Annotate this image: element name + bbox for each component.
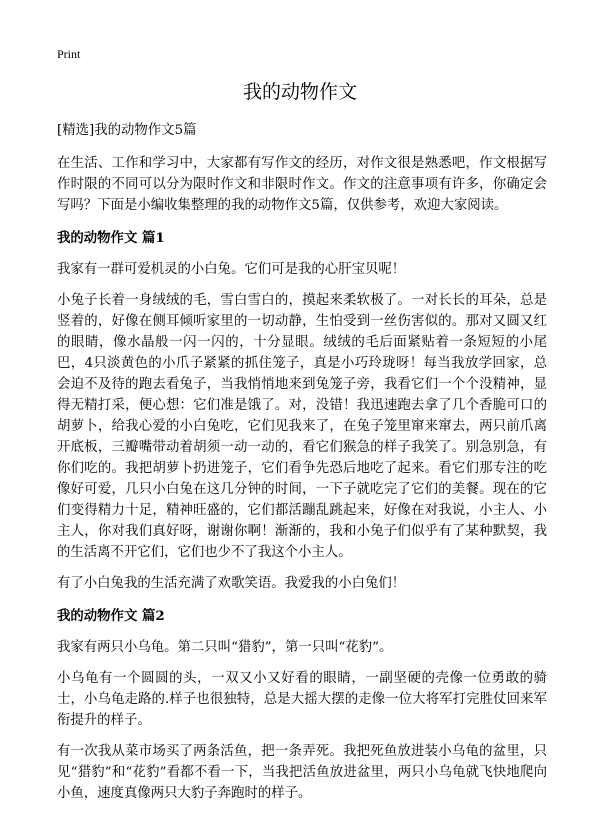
- paragraph: 小兔子长着一身绒绒的毛，雪白雪白的，摸起来柔软极了。一对长长的耳朵，总是竖着的，好像在侧耳倾听家里的一切动静，生怕受到一丝伤害似的。那对又圆又红的眼睛，像水晶般一闪一闪的，十分显眼。绒绒的毛后面紧贴着一条短短的小尾巴，4只淡黄色的小爪子紧紧的抓住笼子，真是小巧玲珑呀！每当我放学回家，总会迫不及待的跑去看兔子，当我悄悄地来到兔笼子旁，我看它们一个个没精神，显得无精打采，便心想：它们准是饿了。对，没错！我迅速跑去拿了几个香脆可口的胡萝卜，给我心爱的小白兔吃，它们见我来了，在兔子笼里窜来窜去，两只前爪离开底板，三瓣嘴带动着胡须一动一动的，看它们猴急的样子我笑了。别急别急，有你们吃的。我把胡萝卜扔进笼子，它们看争先恐后地吃了起来。看它们那专注的吃像好可爱，几只小白兔在这几分钟的时间，一下子就吃完了它们的美餐。现在的它们变得精力十足，精神旺盛的，它们都活蹦乱跳起来，好像在对我说，小主人、小主人，你对我们真好呀，谢谢你啊！渐渐的，我和小兔子们似乎有了某种默契，我的生活离不开它们，它们也少不了我这个小主人。: [57, 293, 547, 560]
- paragraph: 有了小白兔我的生活充满了欢歌笑语。我爱我的小白兔们！: [57, 576, 406, 591]
- paragraph: 我家有一群可爱机灵的小白兔。它们可是我的心肝宝贝呢！: [57, 262, 406, 277]
- article-body: [57, 120, 547, 814]
- section-heading-2: 我的动物作文 篇2: [57, 608, 165, 624]
- page-title: 我的动物作文: [242, 81, 357, 103]
- section-heading-1: 我的动物作文 篇1: [57, 230, 165, 246]
- print-link[interactable]: Print: [57, 47, 81, 61]
- paragraph: 小乌龟有一个圆圆的头，一双又小又好看的眼睛，一副坚硬的壳像一位勇敢的骑士，小乌龟走路的.样子也很独特，总是大摇大摆的走像一位大将军打完胜仗回来军衔提升的样子。: [57, 671, 547, 728]
- article-subtitle: [精选]我的动物作文5篇: [57, 123, 197, 138]
- paragraph: 有一次我从菜市场买了两条活鱼，把一条弄死。我把死鱼放进装小乌龟的盆里，只见“猎豹”和“花豹”看都不看一下，当我把活鱼放进盆里，两只小乌龟就飞快地爬向小鱼，速度真像两只大豹子奔跑时的样子。: [57, 744, 547, 801]
- paragraph: 我家有两只小乌龟。第二只叫“猎豹”，第一只叫“花豹”。: [57, 640, 393, 655]
- intro-paragraph: 在生活、工作和学习中，大家都有写作文的经历，对作文很是熟悉吧，作文根据写作时限的不同可以分为限时作文和非限时作文。作文的注意事项有许多，你确定会写吗？下面是小编收集整理的我的动物作文5篇，仅供参考，欢迎大家阅读。: [57, 156, 547, 213]
